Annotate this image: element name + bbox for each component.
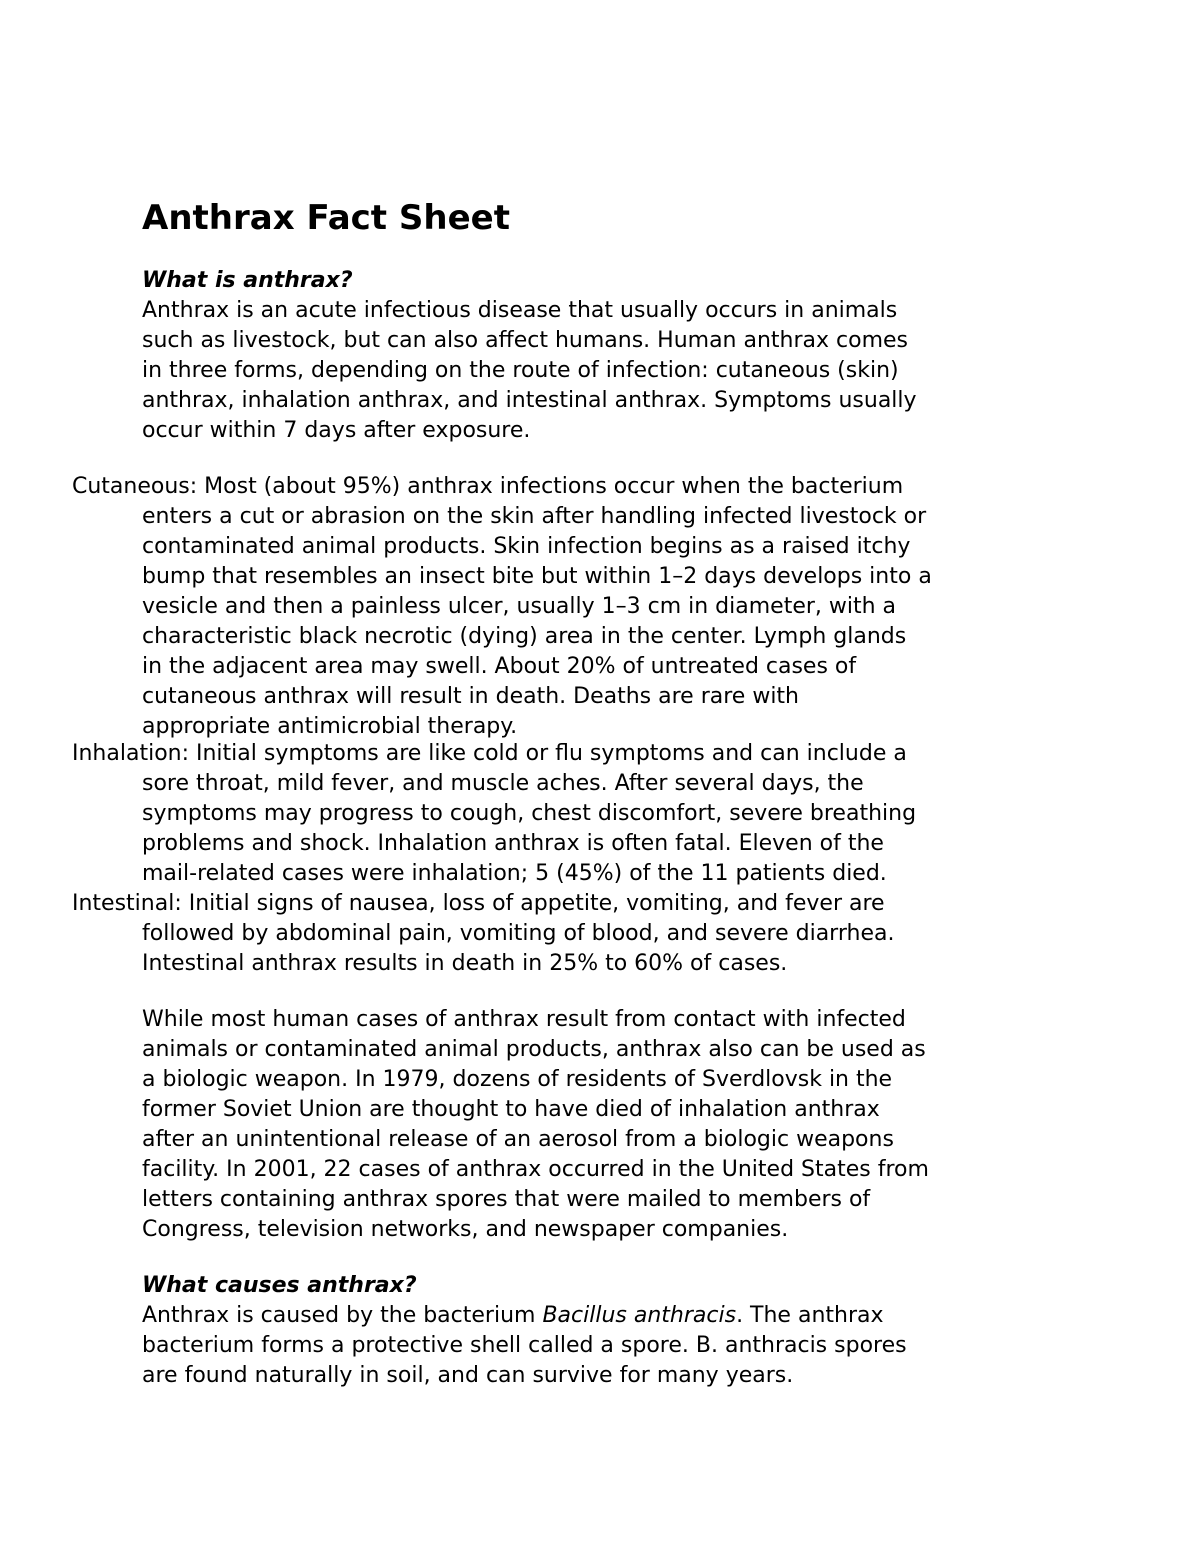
text-line: enters a cut or abrasion on the skin after handling infected livestock or — [142, 504, 927, 529]
text-line: followed by abdominal pain, vomiting of blood, and severe diarrhea. — [142, 921, 895, 946]
text-line: Intestinal anthrax results in death in 25% to 60% of cases. — [142, 951, 788, 976]
text-line: While most human cases of anthrax result from contact with infected — [142, 1007, 906, 1032]
text-run: . The anthrax — [736, 1303, 884, 1328]
text-line: Congress, television networks, and newspaper companies. — [142, 1217, 789, 1242]
text-line: characteristic black necrotic (dying) area in the center. Lymph glands — [142, 624, 907, 649]
text-line: are found naturally in soil, and can survive for many years. — [142, 1363, 794, 1388]
entry-intestinal — [72, 889, 894, 979]
text-line: Inhalation: Initial symptoms are like cold or flu symptoms and can include a — [72, 741, 907, 766]
text-line: vesicle and then a painless ulcer, usually 1–3 cm in diameter, with a — [142, 594, 897, 619]
text-line: after an unintentional release of an aerosol from a biologic weapons — [142, 1127, 894, 1152]
text-line: such as livestock, but can also affect humans. Human anthrax comes — [142, 328, 909, 353]
text-line: facility. In 2001, 22 cases of anthrax occurred in the United States from — [142, 1157, 929, 1182]
text-line: a biologic weapon. In 1979, dozens of residents of Sverdlovsk in the — [142, 1067, 893, 1092]
entry-cutaneous — [72, 472, 932, 742]
text-line: in the adjacent area may swell. About 20% of untreated cases of — [142, 654, 857, 679]
paragraph-what-causes-anthrax — [142, 1301, 907, 1391]
text-line: symptoms may progress to cough, chest discomfort, severe breathing — [142, 801, 917, 826]
text-line: letters containing anthrax spores that were mailed to members of — [142, 1187, 871, 1212]
text-line: problems and shock. Inhalation anthrax is often fatal. Eleven of the — [142, 831, 884, 856]
text-run: Anthrax is caused by the bacterium — [142, 1303, 543, 1328]
text-line: animals or contaminated animal products, anthrax also can be used as — [142, 1037, 926, 1062]
text-line: contaminated animal products. Skin infection begins as a raised itchy — [142, 534, 911, 559]
entry-inhalation — [72, 739, 916, 889]
text-line: Anthrax is an acute infectious disease that usually occurs in animals — [142, 298, 898, 323]
heading-what-is-anthrax: What is anthrax? — [142, 268, 353, 293]
text-line: Cutaneous: Most (about 95%) anthrax infections occur when the bacterium — [72, 474, 904, 499]
text-line: Intestinal: Initial signs of nausea, loss of appetite, vomiting, and fever are — [72, 891, 885, 916]
text-line: anthrax, inhalation anthrax, and intestinal anthrax. Symptoms usually — [142, 388, 917, 413]
text-line: bump that resembles an insect bite but within 1–2 days develops into a — [142, 564, 932, 589]
text-line: appropriate antimicrobial therapy. — [142, 714, 518, 739]
paragraph-what-is-anthrax — [142, 296, 917, 446]
text-line: bacterium forms a protective shell called a spore. B. anthracis spores — [142, 1333, 907, 1358]
text-line: mail-related cases were inhalation; 5 (45%) of the 11 patients died. — [142, 861, 887, 886]
text-line: former Soviet Union are thought to have died of inhalation anthrax — [142, 1097, 880, 1122]
text-line: cutaneous anthrax will result in death. Deaths are rare with — [142, 684, 800, 709]
text-line: in three forms, depending on the route of infection: cutaneous (skin) — [142, 358, 899, 383]
text-line: occur within 7 days after exposure. — [142, 418, 531, 443]
species-name: Bacillus anthracis — [542, 1303, 737, 1328]
heading-what-causes-anthrax: What causes anthrax? — [142, 1273, 417, 1298]
text-line: sore throat, mild fever, and muscle aches. After several days, the — [142, 771, 864, 796]
document-title: Anthrax Fact Sheet — [142, 198, 510, 238]
text-line — [142, 1301, 907, 1331]
paragraph-biologic-weapon — [142, 1005, 929, 1245]
